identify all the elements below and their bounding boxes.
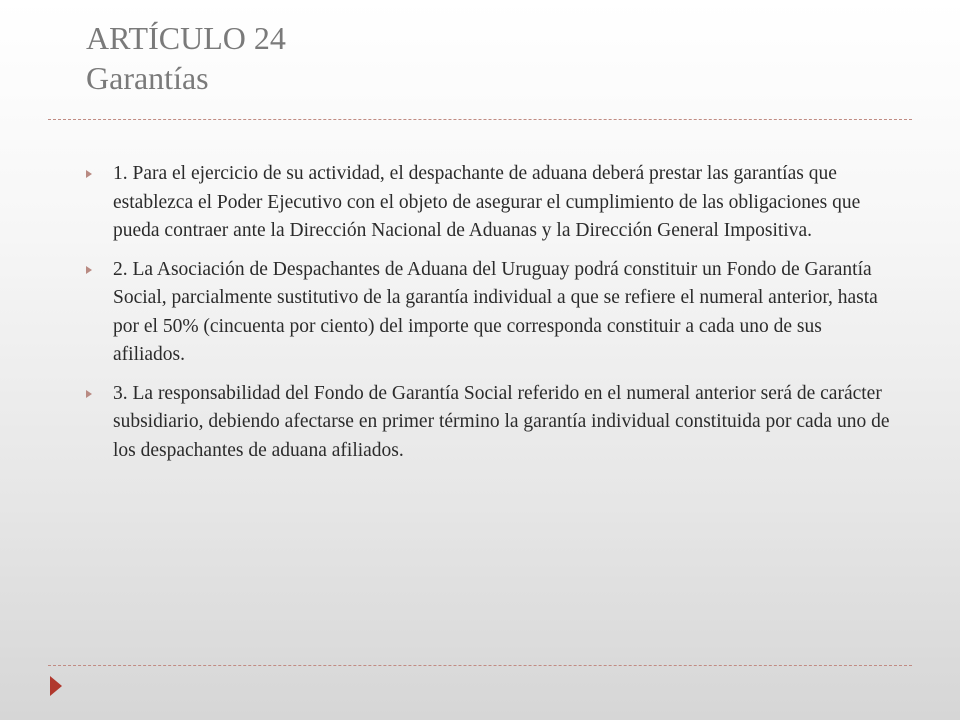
- bullet-text-2: 2. La Asociación de Despachantes de Aduana del Uruguay podrá constituir un Fondo de Garantía Social, parcialmente sustitutivo de la garantía individual a que se refiere el numeral anterior, hasta por el 50% (cincuenta por ciento) del importe que corresponda constituir a cada uno de sus afiliados.: [113, 258, 878, 365]
- bullet-item-3: [86, 380, 892, 466]
- bottom-divider: [48, 665, 912, 666]
- bullet-list: [86, 160, 892, 475]
- bullet-icon: [86, 170, 92, 178]
- title-line-1: ARTÍCULO 24: [86, 20, 286, 56]
- page-title: [86, 18, 906, 98]
- bullet-item-2: [86, 256, 892, 370]
- bullet-icon: [86, 266, 92, 274]
- play-triangle-icon: [50, 676, 62, 696]
- title-line-2: Garantías: [86, 60, 209, 96]
- top-divider: [48, 119, 912, 120]
- bullet-icon: [86, 390, 92, 398]
- bullet-item-1: [86, 160, 892, 246]
- bullet-text-1: 1. Para el ejercicio de su actividad, el despachante de aduana deberá prestar las garantías que establezca el Poder Ejecutivo con el objeto de asegurar el cumplimiento de las obligaciones que pueda contraer ante la Dirección Nacional de Aduanas y la Dirección General Impositiva.: [113, 163, 861, 241]
- bullet-text-3: 3. La responsabilidad del Fondo de Garantía Social referido en el numeral anterior será de carácter subsidiario, debiendo afectarse en primer término la garantía individual constituida por cada uno de los despachantes de aduana afiliados.: [113, 382, 890, 461]
